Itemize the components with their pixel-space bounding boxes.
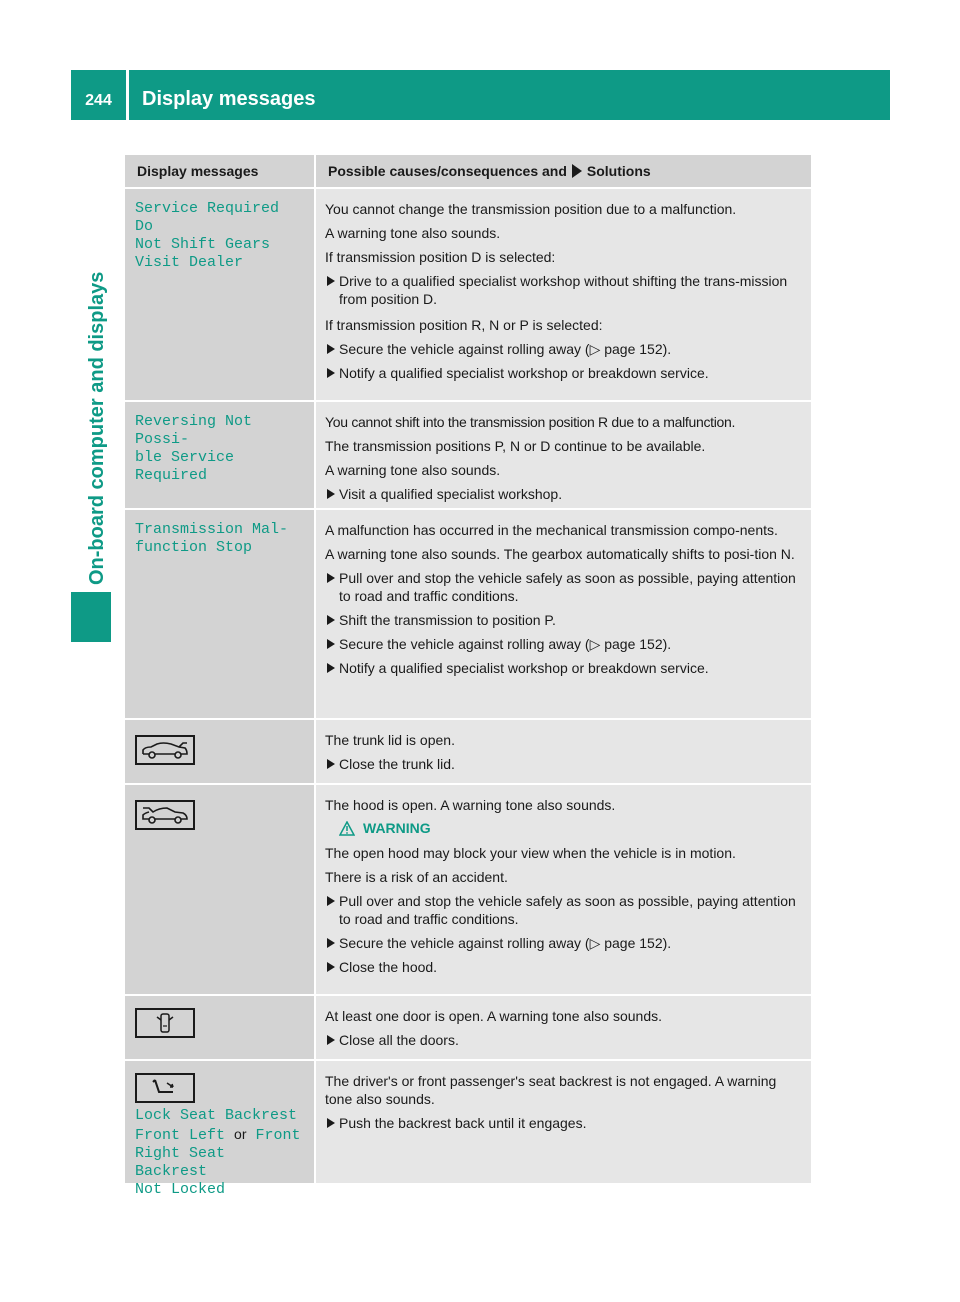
message-part: Front Left <box>135 1127 226 1144</box>
or-text: or <box>234 1126 247 1142</box>
solution-cell <box>314 1061 811 1183</box>
door-open-icon <box>135 1008 195 1038</box>
col1-header-text: Display messages <box>137 163 259 179</box>
solution-cell <box>314 720 811 783</box>
text: A malfunction has occurred in the mechanical transmission compo-nents. <box>325 522 778 538</box>
step: Drive to a qualified specialist workshop without shifting the trans-mission from position D. <box>325 272 803 308</box>
step: Secure the vehicle against rolling away (▷ page 152). <box>325 934 803 952</box>
table-row <box>125 510 811 720</box>
step: Notify a qualified specialist workshop or breakdown service. <box>325 659 803 677</box>
message-line: Reversing Not Possi- <box>135 413 253 448</box>
message-line: Lock Seat Backrest <box>135 1107 298 1124</box>
solution-cell <box>314 996 811 1059</box>
table-row <box>125 1061 811 1198</box>
table-row <box>125 785 811 996</box>
step: Close all the doors. <box>325 1031 803 1049</box>
step: Close the trunk lid. <box>325 755 803 773</box>
message-cell <box>125 402 314 508</box>
header-divider <box>126 70 129 120</box>
step: Close the hood. <box>325 958 803 976</box>
message-line: Not Shift Gears <box>135 236 271 253</box>
message-part: Front <box>255 1127 301 1144</box>
step: Secure the vehicle against rolling away (▷ page 152). <box>325 340 803 358</box>
message-line: Service Required Do <box>135 200 280 235</box>
warning-heading <box>339 820 803 836</box>
solution-cell <box>314 510 811 718</box>
text: The hood is open. A warning tone also sounds. <box>325 797 616 813</box>
text: The trunk lid is open. <box>325 732 455 748</box>
message-line: function Stop <box>135 539 253 556</box>
text: At least one door is open. A warning tone also sounds. <box>325 1008 663 1024</box>
message-line: Transmission Mal- <box>135 521 289 538</box>
page-number: 244 <box>85 92 112 109</box>
step: Pull over and stop the vehicle safely as soon as possible, paying attention to road and traffic conditions. <box>325 892 803 928</box>
text: There is a risk of an accident. <box>325 869 508 885</box>
col2-header-text: Possible causes/consequences and <box>328 163 567 179</box>
text: You cannot shift into the transmission position R due to a malfunction. <box>325 414 736 430</box>
message-cell <box>125 1061 314 1198</box>
step: Shift the transmission to position P. <box>325 611 803 629</box>
page-title: Display messages <box>142 88 316 110</box>
text: The transmission positions P, N or D continue to be available. <box>325 438 706 454</box>
message-cell <box>125 510 314 718</box>
step: Secure the vehicle against rolling away (▷ page 152). <box>325 635 803 653</box>
side-tab-label: On-board computer and displays <box>86 271 108 585</box>
message-cell <box>125 996 314 1059</box>
text: The open hood may block your view when the vehicle is in motion. <box>325 845 736 861</box>
message-cell <box>125 785 314 994</box>
solution-cell <box>314 402 811 508</box>
solution-cell <box>314 785 811 994</box>
text: The driver's or front passenger's seat backrest is not engaged. A warning tone also sounds. <box>325 1073 777 1107</box>
solution-cell <box>314 189 811 400</box>
col-header-causes <box>314 155 811 187</box>
message-cell <box>125 720 314 783</box>
step: Visit a qualified specialist workshop. <box>325 485 803 503</box>
display-messages-table <box>125 155 811 1198</box>
col2-header-tail: Solutions <box>586 163 651 179</box>
message-line: Not Locked <box>135 1181 226 1198</box>
warning-label: WARNING <box>363 820 431 836</box>
message-line <box>135 1125 304 1145</box>
table-row <box>125 402 811 510</box>
table-row <box>125 996 811 1061</box>
text: A warning tone also sounds. The gearbox automatically shifts to posi-tion N. <box>325 546 795 562</box>
trunk-open-icon <box>135 735 195 765</box>
table-row <box>125 189 811 402</box>
step: Pull over and stop the vehicle safely as soon as possible, paying attention to road and traffic conditions. <box>325 569 803 605</box>
table-row <box>125 720 811 785</box>
step: Notify a qualified specialist workshop or breakdown service. <box>325 364 803 382</box>
message-cell <box>125 189 314 400</box>
table-header-row <box>125 155 811 189</box>
message-line: Right Seat Backrest <box>135 1145 226 1180</box>
arrow-right-icon <box>572 164 582 178</box>
seat-backrest-icon <box>135 1073 195 1103</box>
text: You cannot change the transmission position due to a malfunction. <box>325 201 737 217</box>
text: A warning tone also sounds. <box>325 462 501 478</box>
col-header-display-messages <box>125 155 314 187</box>
text: If transmission position D is selected: <box>325 249 556 265</box>
text: If transmission position R, N or P is selected: <box>325 317 603 333</box>
text: A warning tone also sounds. <box>325 225 501 241</box>
message-line: Visit Dealer <box>135 254 244 271</box>
side-tab-block <box>71 592 111 642</box>
step: Push the backrest back until it engages. <box>325 1114 803 1132</box>
hood-open-icon <box>135 800 195 830</box>
message-line: ble Service Required <box>135 449 235 484</box>
warning-triangle-icon <box>339 821 355 836</box>
